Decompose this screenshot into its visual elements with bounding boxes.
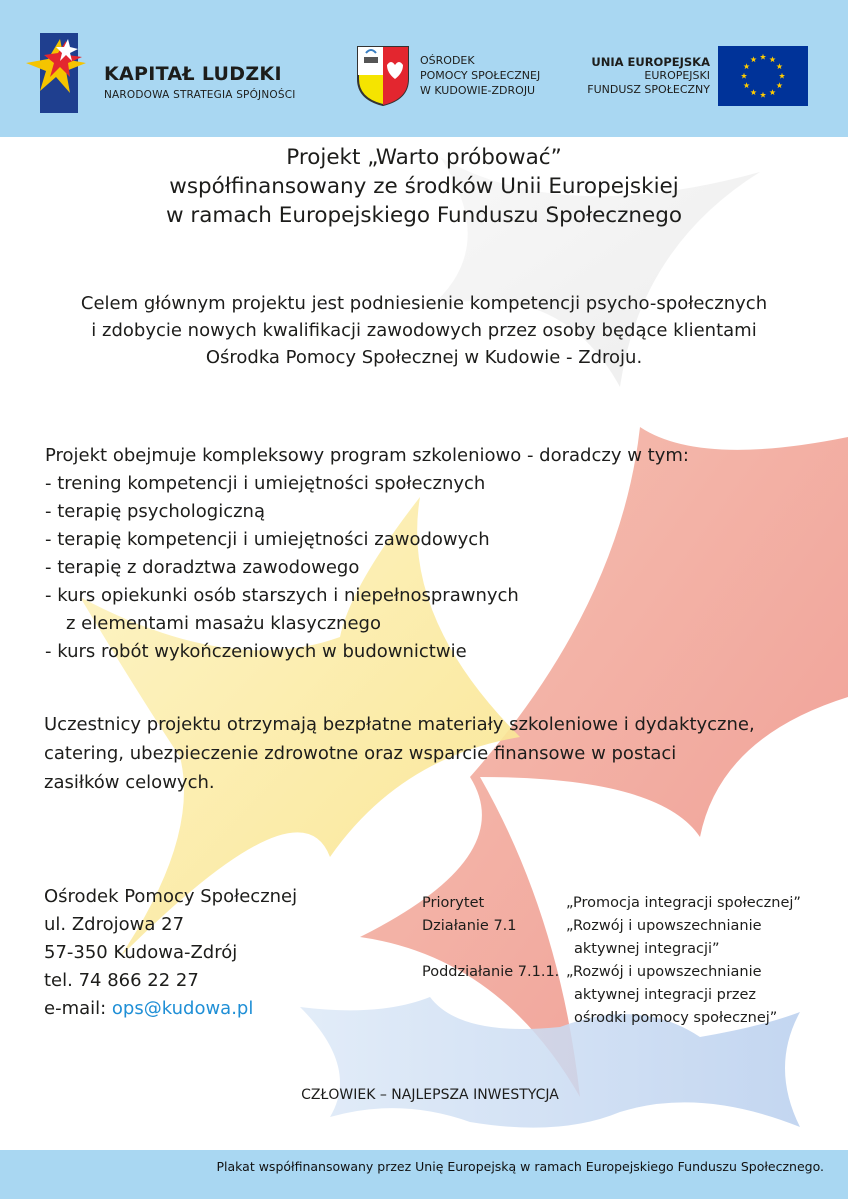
priority-value-line: „Promocja integracji społecznej” bbox=[566, 895, 801, 911]
eu-flag-icon bbox=[718, 46, 808, 106]
priority-label: Poddziałanie 7.1.1. bbox=[422, 964, 560, 980]
contact-address bbox=[44, 883, 297, 1023]
email-label: e-mail: bbox=[44, 998, 112, 1019]
priority-value-line: aktywnej integracji” bbox=[574, 941, 720, 957]
address-city: 57-350 Kudowa-Zdrój bbox=[44, 942, 238, 963]
priority-row bbox=[422, 892, 801, 915]
priority-label: Działanie 7.1 bbox=[422, 918, 517, 934]
email-link[interactable]: ops@kudowa.pl bbox=[111, 998, 254, 1019]
program-item: - trening kompetencji i umiejętności społecznych bbox=[45, 473, 486, 494]
ops-line: POMOCY SPOŁECZNEJ bbox=[420, 69, 541, 82]
priority-label: Priorytet bbox=[422, 895, 485, 911]
program-item: - kurs robót wykończeniowych w budownictwie bbox=[45, 641, 467, 662]
program-item: - terapię kompetencji i umiejętności zawodowych bbox=[45, 529, 490, 550]
title-line: Projekt „Warto próbować” bbox=[286, 145, 562, 170]
priority-value-line: „Rozwój i upowszechnianie bbox=[566, 964, 762, 980]
address-name: Ośrodek Pomocy Społecznej bbox=[44, 886, 298, 907]
ue-line: EUROPEJSKI bbox=[644, 69, 710, 82]
project-title bbox=[0, 143, 848, 230]
address-phone: tel. 74 866 22 27 bbox=[44, 970, 199, 991]
priority-value-line: „Rozwój i upowszechnianie bbox=[566, 918, 762, 934]
participants-paragraph bbox=[44, 710, 824, 797]
goal-line: Celem głównym projektu jest podniesienie kompetencji psycho-społecznych bbox=[80, 293, 768, 314]
address-street: ul. Zdrojowa 27 bbox=[44, 914, 185, 935]
ops-name bbox=[420, 53, 540, 98]
priority-value bbox=[566, 915, 762, 961]
address-email-row bbox=[44, 995, 297, 1023]
title-line: współfinansowany ze środków Unii Europejskiej bbox=[169, 174, 679, 199]
kapital-ludzki-title: KAPITAŁ LUDZKI bbox=[104, 63, 282, 85]
program-item: - kurs opiekunki osób starszych i niepełnosprawnych bbox=[45, 585, 519, 606]
program-item: - terapię z doradztwa zawodowego bbox=[45, 557, 360, 578]
goal-line: Ośrodka Pomocy Społecznej w Kudowie - Zdroju. bbox=[205, 347, 643, 368]
footer-text: Plakat współfinansowany przez Unię Europejską w ramach Europejskiego Funduszu Społecznego. bbox=[216, 1159, 824, 1174]
priority-value-line: ośrodki pomocy społecznej” bbox=[574, 1010, 778, 1026]
participants-line: catering, ubezpieczenie zdrowotne oraz wsparcie finansowe w postaci bbox=[44, 743, 677, 764]
program-intro: Projekt obejmuje kompleksowy program szkoleniowo - doradczy w tym: bbox=[45, 445, 689, 466]
goal-line: i zdobycie nowych kwalifikacji zawodowych przez osoby będące klientami bbox=[91, 320, 757, 341]
priority-value bbox=[566, 892, 801, 915]
priority-value-line: aktywnej integracji przez bbox=[574, 987, 756, 1003]
ue-line: FUNDUSZ SPOŁECZNY bbox=[587, 83, 710, 96]
ops-line: W KUDOWIE-ZDROJU bbox=[420, 84, 536, 97]
title-line: w ramach Europejskiego Funduszu Społecznego bbox=[165, 203, 683, 228]
priority-value bbox=[566, 961, 777, 1030]
kapital-ludzki-subtitle: NARODOWA STRATEGIA SPÓJNOŚCI bbox=[104, 89, 296, 101]
ops-line: OŚRODEK bbox=[420, 54, 475, 67]
priorities-block bbox=[422, 892, 801, 1030]
motto: CZŁOWIEK – NAJLEPSZA INWESTYCJA bbox=[301, 1087, 559, 1103]
ue-title: UNIA EUROPEJSKA bbox=[591, 55, 710, 69]
participants-line: Uczestnicy projektu otrzymają bezpłatne materiały szkoleniowe i dydaktyczne, bbox=[44, 714, 755, 735]
goal-paragraph bbox=[0, 290, 848, 371]
footer-band bbox=[0, 1150, 848, 1199]
program-item: - terapię psychologiczną bbox=[45, 501, 265, 522]
priority-row bbox=[422, 961, 801, 1030]
kudowa-coat-of-arms-icon bbox=[356, 45, 410, 107]
participants-line: zasiłków celowych. bbox=[44, 772, 215, 793]
program-item-continuation: z elementami masażu klasycznego bbox=[66, 613, 381, 634]
kapital-ludzki-logo bbox=[26, 33, 98, 113]
ue-text bbox=[587, 55, 710, 97]
priority-row bbox=[422, 915, 801, 961]
program-section bbox=[45, 442, 689, 666]
